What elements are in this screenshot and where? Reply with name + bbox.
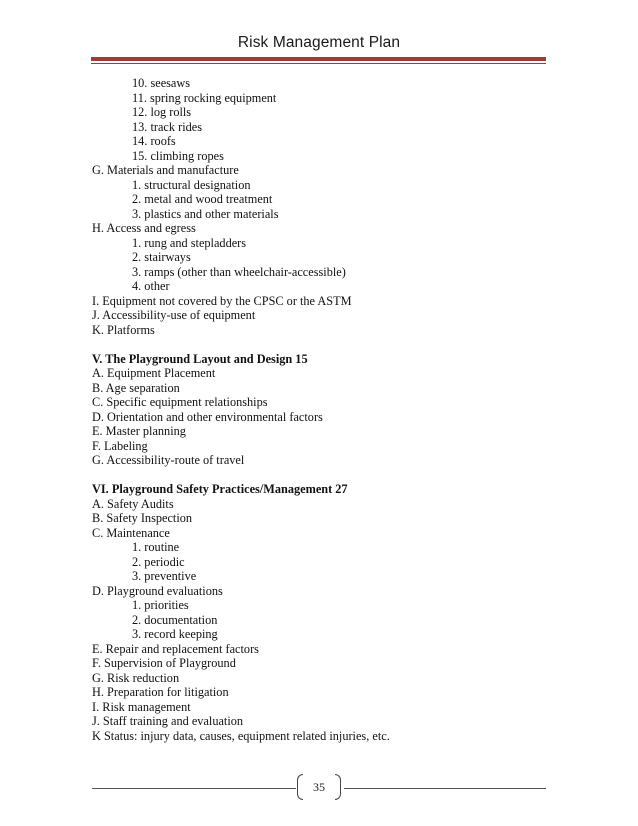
outline-subitem: 2. periodic bbox=[132, 554, 185, 569]
header-rule-thin bbox=[91, 63, 546, 64]
outline-item: H. Access and egress bbox=[92, 221, 196, 235]
outline-content bbox=[92, 76, 552, 743]
outline-item: E. Repair and replacement factors bbox=[92, 641, 259, 656]
outline-item: F. Labeling bbox=[92, 438, 148, 453]
outline-subitem: 2. documentation bbox=[132, 612, 218, 627]
outline-item: J. Accessibility-use of equipment bbox=[92, 308, 256, 322]
outline-subitem: 2. metal and wood treatment bbox=[132, 192, 273, 206]
outline-subitem: 2. stairways bbox=[132, 250, 191, 264]
outline-subitem: 11. spring rocking equipment bbox=[132, 90, 277, 105]
footer-rule-right bbox=[344, 788, 546, 789]
outline-item: D. Playground evaluations bbox=[92, 583, 223, 598]
outline-subitem: 4. other bbox=[132, 279, 170, 293]
outline-item: H. Preparation for litigation bbox=[92, 685, 229, 699]
outline-subitem: 3. ramps (other than wheelchair-accessible) bbox=[132, 264, 346, 279]
outline-subitem: 1. rung and stepladders bbox=[132, 235, 247, 250]
outline-subitem: 14. roofs bbox=[132, 134, 176, 148]
outline-item: K. Platforms bbox=[92, 322, 155, 337]
header-rule-thick bbox=[91, 57, 546, 61]
outline-item: F. Supervision of Playground bbox=[92, 656, 236, 670]
outline-subitem: 1. routine bbox=[132, 540, 180, 554]
outline-item: B. Age separation bbox=[92, 380, 180, 395]
outline-item: G. Risk reduction bbox=[92, 670, 180, 685]
page-number: 35 bbox=[313, 780, 325, 794]
section-heading: V. The Playground Layout and Design 15 bbox=[92, 351, 308, 366]
outline-item: G. Accessibility-route of travel bbox=[92, 453, 245, 467]
footer-bracket-right bbox=[335, 774, 341, 800]
outline-subitem: 3. preventive bbox=[132, 569, 197, 583]
outline-subitem: 1. priorities bbox=[132, 598, 189, 612]
outline-item: B. Safety Inspection bbox=[92, 511, 193, 525]
section-spacer bbox=[92, 468, 552, 483]
outline-item: C. Specific equipment relationships bbox=[92, 395, 268, 409]
outline-subitem: 1. structural designation bbox=[132, 177, 251, 192]
outline-subitem: 12. log rolls bbox=[132, 105, 192, 119]
outline-subitem: 3. record keeping bbox=[132, 627, 218, 641]
section-heading: VI. Playground Safety Practices/Management 27 bbox=[92, 482, 348, 496]
outline-subitem: 15. climbing ropes bbox=[132, 148, 224, 163]
outline-item: I. Risk management bbox=[92, 699, 191, 714]
outline-item: K Status: injury data, causes, equipment related injuries, etc. bbox=[92, 728, 390, 743]
outline-item: C. Maintenance bbox=[92, 525, 170, 540]
outline-item: G. Materials and manufacture bbox=[92, 163, 239, 177]
outline-subitem: 3. plastics and other materials bbox=[132, 206, 279, 221]
outline-item: D. Orientation and other environmental factors bbox=[92, 409, 323, 424]
outline-item: A. Equipment Placement bbox=[92, 366, 216, 380]
outline-subitem: 13. track rides bbox=[132, 119, 202, 134]
outline-item: E. Master planning bbox=[92, 424, 186, 438]
outline-item: J. Staff training and evaluation bbox=[92, 714, 244, 728]
page-header-title: Risk Management Plan bbox=[237, 34, 401, 51]
outline-item: A. Safety Audits bbox=[92, 496, 174, 511]
footer-rule-left bbox=[92, 788, 296, 789]
section-spacer bbox=[92, 337, 552, 352]
outline-item: I. Equipment not covered by the CPSC or the ASTM bbox=[92, 293, 352, 308]
outline-subitem: 10. seesaws bbox=[132, 76, 191, 90]
